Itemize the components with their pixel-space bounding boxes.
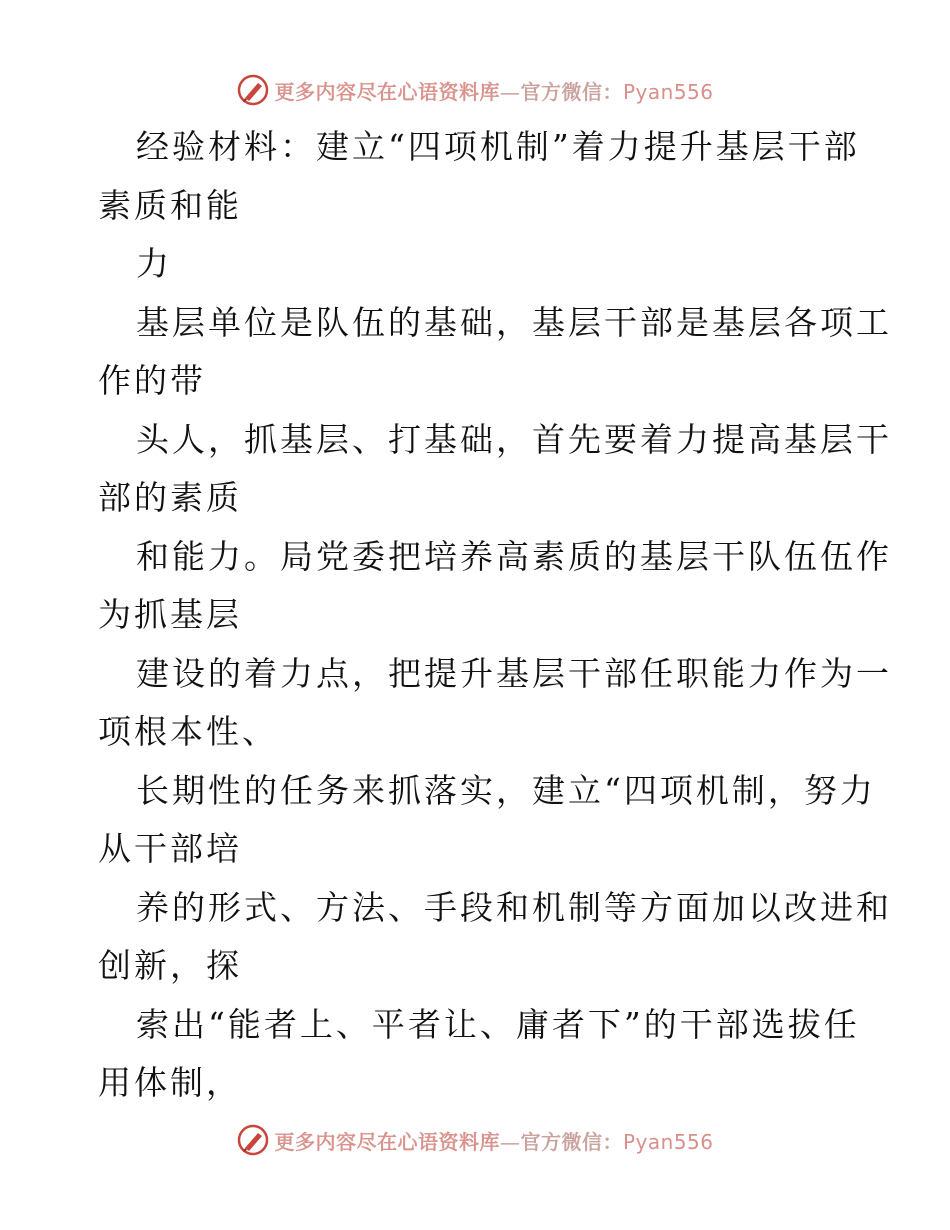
text-line: 为抓基层 [98,595,242,634]
watermark-text [274,76,713,105]
text-line: 用体制， [98,1063,242,1102]
text-line: 力 [136,244,172,283]
text-line: 长期性的任务来抓落实，建立“四项机制，努力 [136,770,876,810]
watermark-wechat-id: Pyan556 [622,79,714,104]
text-line: 基层单位是队伍的基础，基层干部是基层各项工 [136,302,892,342]
text-line: 素质和能 [98,185,242,225]
watermark-dash: — [499,1129,521,1154]
text-line: 作的带 [98,361,206,400]
text-line: 部的素质 [98,478,242,517]
text-line: 索出“能者上、平者让、庸者下”的干部选拔任 [136,1004,860,1044]
header-watermark [0,70,950,110]
text-line: 建设的着力点，把提升基层干部任职能力作为一 [136,653,892,693]
watermark-wechat-label: 官方微信： [520,1129,623,1154]
text-line: 从干部培 [98,829,242,868]
watermark-dash: — [499,79,521,104]
pen-logo-icon [236,1123,270,1157]
watermark-wechat-label: 官方微信： [520,79,623,104]
text-line: 头人，抓基层、打基础，首先要着力提高基层干 [136,419,892,459]
document-body [98,118,892,1113]
text-line: 创新，探 [98,946,242,985]
text-line: 项根本性、 [98,712,278,751]
watermark-site: 更多内容尽在心语资料库 [274,1129,500,1154]
pen-logo-icon [236,73,270,107]
watermark-site: 更多内容尽在心语资料库 [274,79,500,104]
watermark-text [274,1126,713,1155]
text-line: 经验材料：建立“四项机制”着力提升基层干部 [136,127,860,166]
text-line: 养的形式、方法、手段和机制等方面加以改进和 [136,887,892,927]
text-line: 和能力。局党委把培养高素质的基层干队伍伍作 [136,536,892,576]
watermark-wechat-id: Pyan556 [622,1129,714,1154]
footer-watermark [0,1120,950,1160]
